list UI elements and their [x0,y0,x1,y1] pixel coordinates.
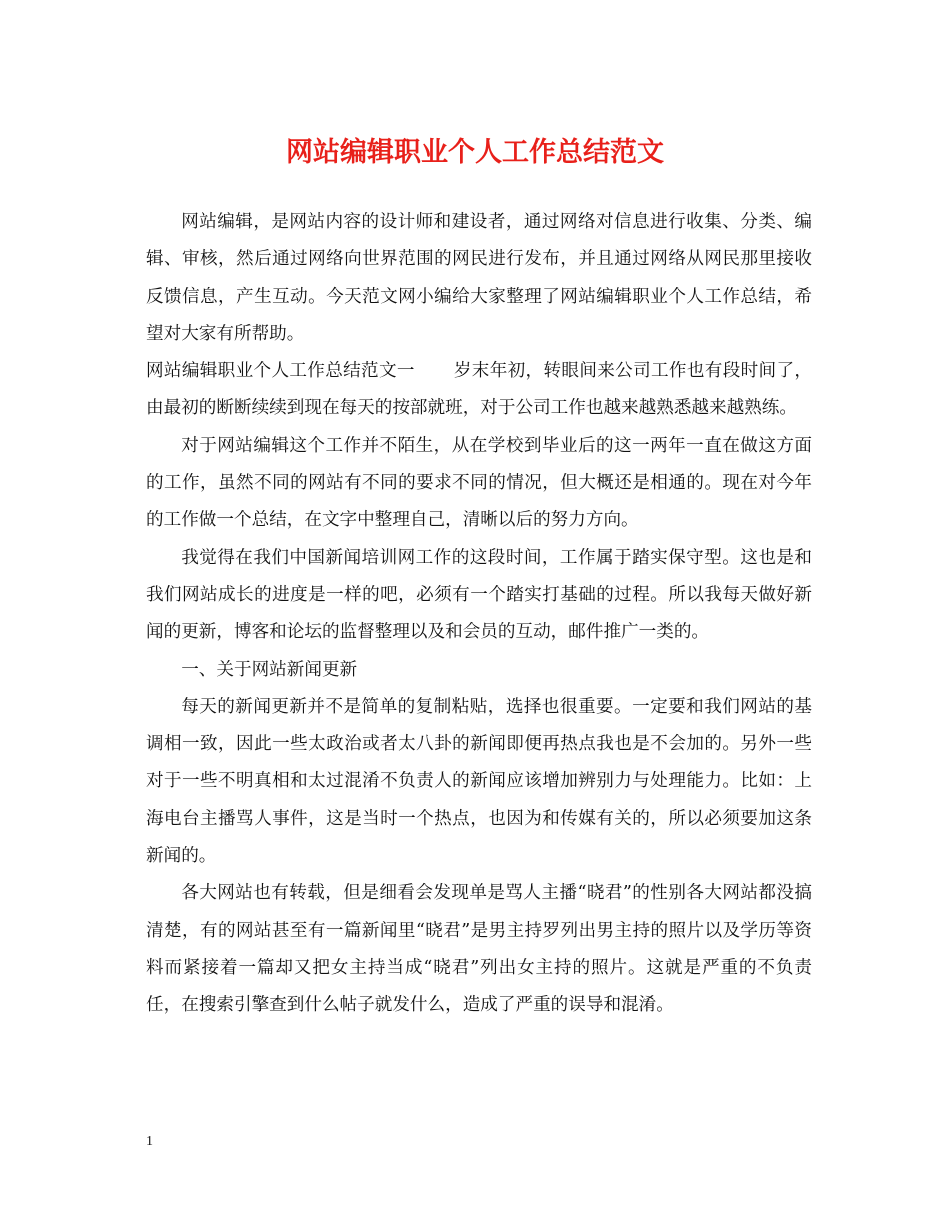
page-number: 1 [146,1134,153,1149]
body-paragraph: 各大网站也有转载，但是细看会发现单是骂人主播“晓君”的性别各大网站都没搞清楚，有的网站甚至有一篇新闻里“晓君”是男主持罗列出男主持的照片以及学历等资料而紧接着一篇却又把女主持当成“晓君”列出女主持的照片。这就是严重的不负责任，在搜索引擎查到什么帖子就发什么，造成了严重的误导和混淆。 [146,883,812,1016]
body-paragraph: 对于网站编辑这个工作并不陌生，从在学校到毕业后的这一两年一直在做这方面的工作，虽然不同的网站有不同的要求不同的情况，但大概还是相通的。现在对今年的工作做一个总结，在文字中整理自己，清晰以后的努力方向。 [146,435,812,531]
intro-paragraph: 网站编辑，是网站内容的设计师和建设者，通过网络对信息进行收集、分类、编辑、审核，然后通过网络向世界范围的网民进行发布，并且通过网络从网民那里接收反馈信息，产生互动。今天范文网小编给大家整理了网站编辑职业个人工作总结，希望对大家有所帮助。 [146,212,812,344]
document-title: 网站编辑职业个人工作总结范文 [286,137,664,168]
section-paragraph [146,353,812,428]
section-first-text: 岁末年初，转眼间来公司工作也有段时间了，由最初的断断续续到现在每天的按部就班，对于公司工作也越来越熟悉越来越熟练。 [146,361,812,419]
document-body [146,204,812,1025]
section-heading: 网站编辑职业个人工作总结范文一 [146,361,415,382]
subsection-heading: 一、关于网站新闻更新 [181,659,358,680]
body-paragraph: 每天的新闻更新并不是简单的复制粘贴，选择也很重要。一定要和我们网站的基调相一致，因此一些太政治或者太八卦的新闻即便再热点我也是不会加的。另外一些对于一些不明真相和太过混淆不负责人的新闻应该增加辨别力与处理能力。比如：上海电台主播骂人事件，这是当时一个热点，也因为和传媒有关的，所以必须要加这条新闻的。 [146,696,812,867]
body-paragraph: 我觉得在我们中国新闻培训网工作的这段时间，工作属于踏实保守型。这也是和我们网站成长的进度是一样的吧，必须有一个踏实打基础的过程。所以我每天做好新闻的更新，博客和论坛的监督整理以及和会员的互动，邮件推广一类的。 [146,547,812,643]
